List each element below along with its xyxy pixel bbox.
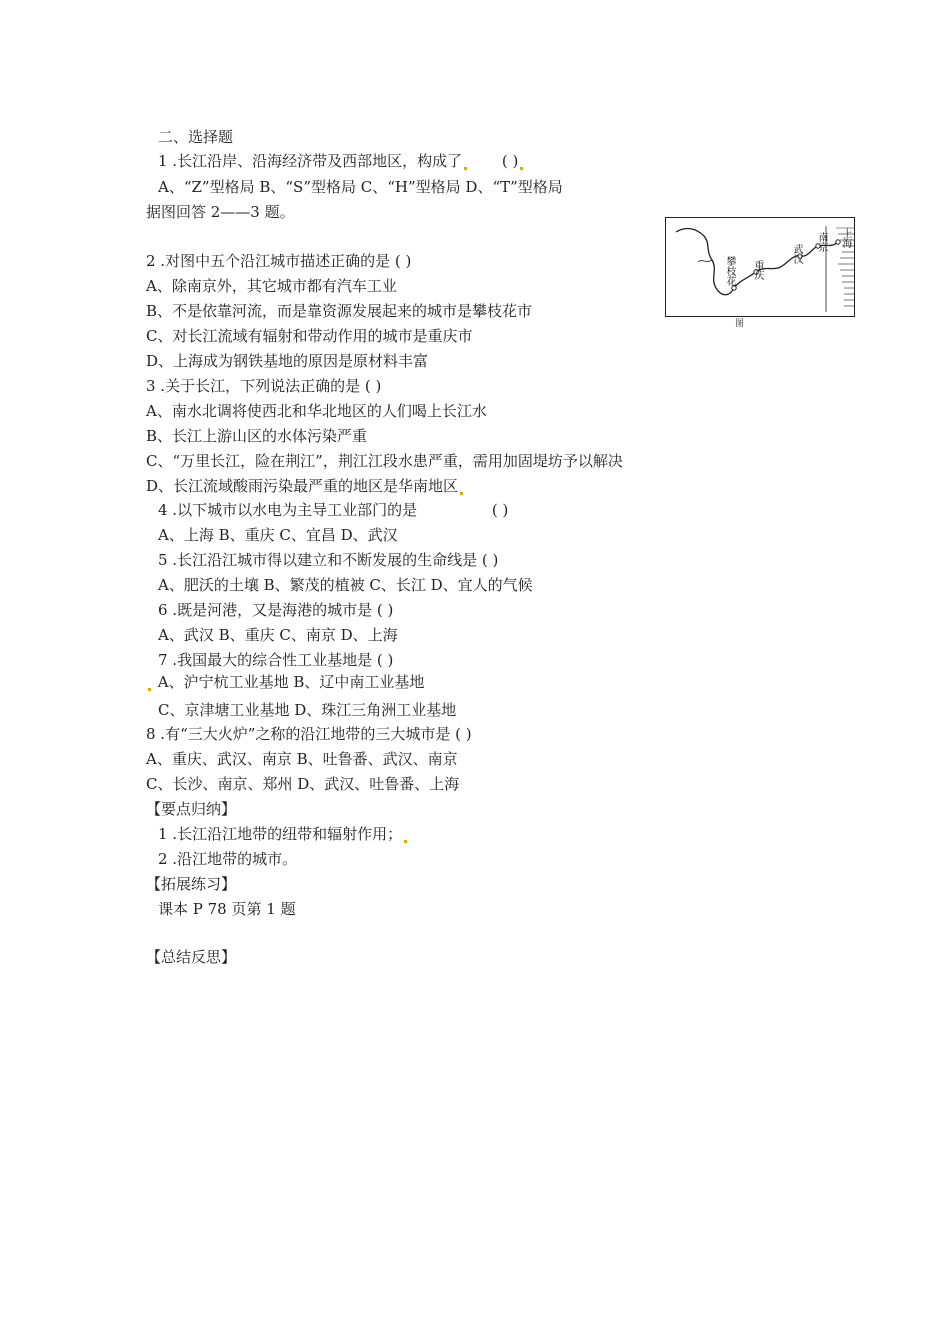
yangtze-map xyxy=(665,217,855,317)
map-label-chongqing: 重庆 xyxy=(752,260,763,280)
question-2-option-d: D、上海成为钢铁基地的原因是原材料丰富 xyxy=(146,352,429,370)
question-4-stem: 4 .以下城市以水电为主导工业部门的是 xyxy=(158,501,418,519)
question-8-stem: 8 .有“三大火炉”之称的沿江地带的三大城市是 ( ) xyxy=(146,725,472,743)
question-7-options-cd: C、京津塘工业基地 D、珠江三角洲工业基地 xyxy=(158,701,457,719)
question-2-option-c: C、对长江流域有辐射和带动作用的城市是重庆市 xyxy=(146,327,473,345)
question-2-option-b: B、不是依靠河流，而是靠资源发展起来的城市是攀枝花市 xyxy=(146,302,533,320)
dot-mark xyxy=(148,688,151,691)
question-3-option-b: B、长江上游山区的水体污染严重 xyxy=(146,427,368,445)
question-4-paren: ( ) xyxy=(491,501,509,519)
key-points-heading: 【要点归纳】 xyxy=(146,800,237,818)
question-3-option-d-text: D、长江流域酸雨污染最严重的地区是华南地区 xyxy=(146,477,459,495)
question-6-stem: 6 .既是河港，又是海港的城市是 ( ) xyxy=(158,601,394,619)
summary-heading: 【总结反思】 xyxy=(146,948,237,966)
question-5-stem: 5 .长江沿江城市得以建立和不断发展的生命线是 ( ) xyxy=(158,551,499,569)
key-points-item-1 xyxy=(158,824,409,844)
question-1-paren: ( ) xyxy=(501,152,519,170)
dot-mark xyxy=(520,167,523,170)
question-2-stem: 2 .对图中五个沿江城市描述正确的是 ( ) xyxy=(146,252,412,270)
map-caption: 图 xyxy=(735,319,745,329)
intro-2-3: 据图回答 2——3 题。 xyxy=(146,203,295,221)
extension-heading: 【拓展练习】 xyxy=(146,875,237,893)
dot-mark xyxy=(464,167,467,170)
question-6-options: A、武汉 B、重庆 C、南京 D、上海 xyxy=(158,626,398,644)
question-3-option-a: A、南水北调将使西北和华北地区的人们喝上长江水 xyxy=(146,402,487,420)
question-8-options-ab: A、重庆、武汉、南京 B、吐鲁番、武汉、南京 xyxy=(146,750,458,768)
map-label-wuhan: 武汉 xyxy=(791,244,802,264)
question-3-option-d xyxy=(146,476,465,496)
section-title: 二、选择题 xyxy=(158,128,234,146)
map-label-shanghai: 上海 xyxy=(840,228,851,248)
map-label-nanjing: 南京 xyxy=(816,232,827,252)
key-points-item-1-text: 1 .长江沿江地带的纽带和辐射作用； xyxy=(158,825,403,843)
key-points-item-2: 2 .沿江地带的城市。 xyxy=(158,850,298,868)
question-7-options-ab-text: A、沪宁杭工业基地 B、辽中南工业基地 xyxy=(157,673,425,691)
map-label-panzhihua: 攀枝花 xyxy=(724,256,735,286)
question-4-options: A、上海 B、重庆 C、宜昌 D、武汉 xyxy=(158,526,398,544)
dot-mark xyxy=(404,840,407,843)
question-3-option-c: C、“万里长江，险在荆江”，荆江江段水患严重，需用加固堤坊予以解决 xyxy=(146,452,623,470)
question-1-options: A、“Z”型格局 B、“S”型格局 C、“H”型格局 D、“T”型格局 xyxy=(158,178,563,196)
extension-item: 课本 P 78 页第 1 题 xyxy=(158,900,296,918)
dot-mark xyxy=(460,492,463,495)
question-4 xyxy=(158,500,508,520)
question-3-stem: 3 .关于长江，下列说法正确的是 ( ) xyxy=(146,377,382,395)
question-7-stem: 7 .我国最大的综合性工业基地是 ( ) xyxy=(158,651,394,669)
question-1 xyxy=(158,151,525,171)
question-8-options-cd: C、长沙、南京、郑州 D、武汉、吐鲁番、上海 xyxy=(146,775,460,793)
question-2-option-a: A、除南京外，其它城市都有汽车工业 xyxy=(146,277,397,295)
question-1-stem: 1 .长江沿岸、沿海经济带及西部地区，构成了 xyxy=(158,152,463,170)
question-5-options: A、肥沃的土壤 B、繁茂的植被 C、长江 D、宜人的气候 xyxy=(158,576,533,594)
question-7-options-ab xyxy=(146,672,424,692)
